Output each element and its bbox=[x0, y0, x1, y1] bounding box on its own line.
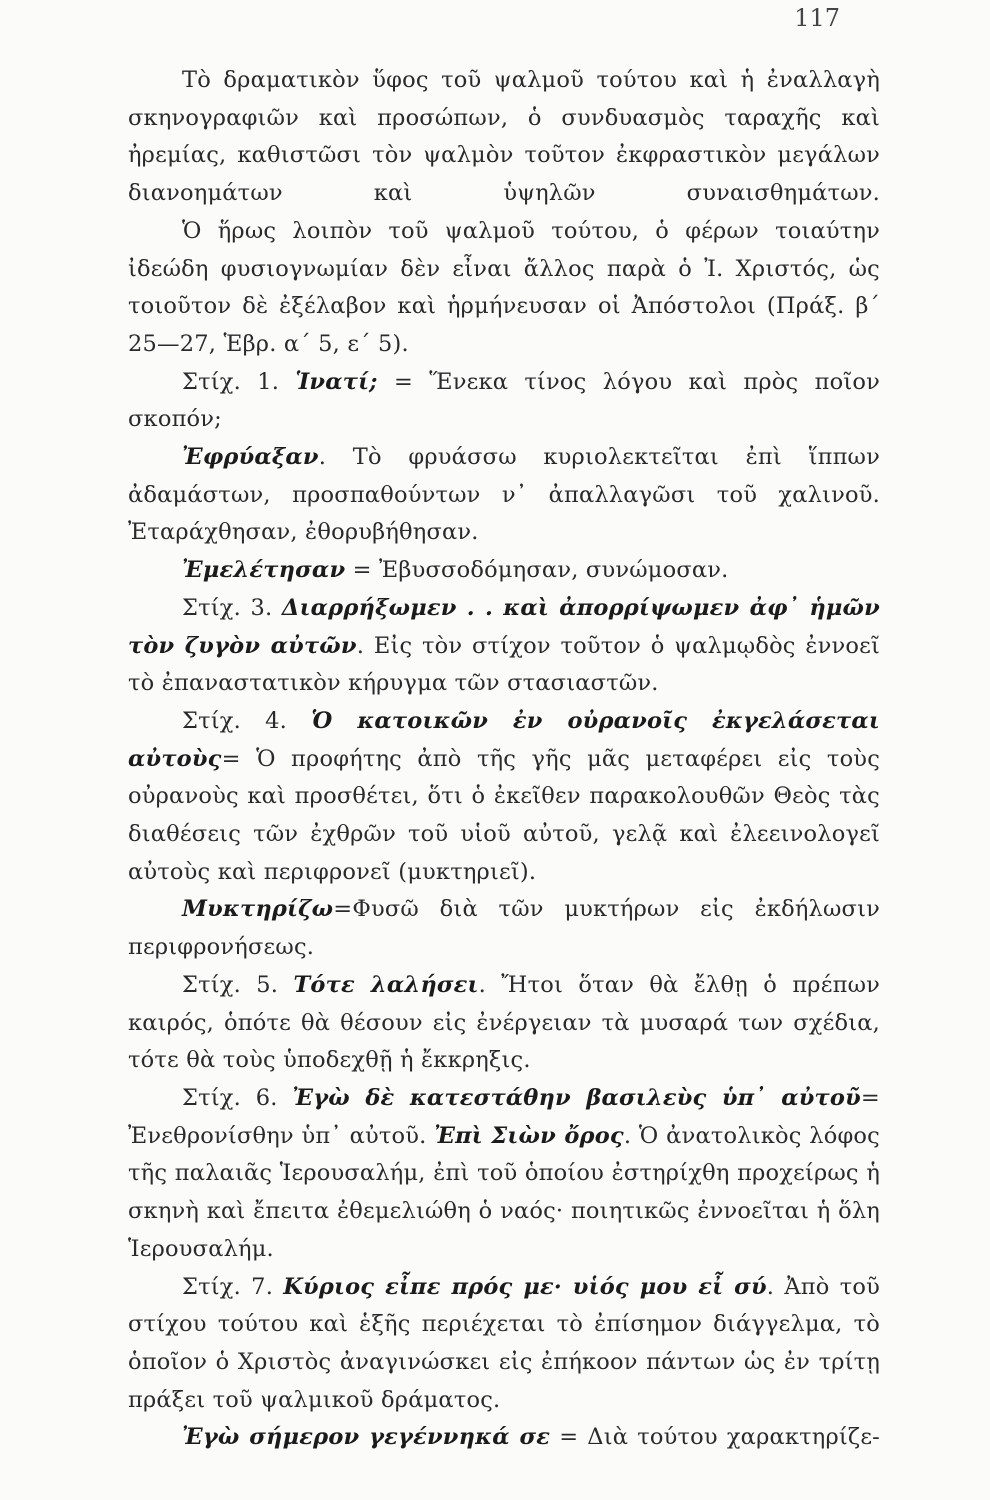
text-run: . Ἤτοι ὅταν θὰ ἔλθῃ ὁ πρέπων καιρός, ὁπότε θὰ θέσουν εἰς ἐνέργειαν τὰ μυσαρά των σχέδια, τότε θὰ τοὺς ὑποδεχθῇ ἡ ἔκκρηξις. bbox=[128, 971, 881, 1074]
lemma: Ἐφρύαξαν bbox=[182, 444, 319, 471]
verse-ref: Στίχ. 4. bbox=[182, 707, 312, 734]
page-text bbox=[128, 62, 880, 1457]
lemma: Κύριος εἶπε πρός με· υἱός μου εἶ σύ bbox=[283, 1273, 767, 1300]
verse-ref: Στίχ. 6. bbox=[182, 1084, 293, 1111]
lemma: Τότε λαλήσει bbox=[293, 971, 479, 998]
text-run: Τὸ δραματικὸν ὕφος τοῦ ψαλμοῦ τούτου καὶ ἡ ἐναλλαγὴ σκηνογραφιῶν καὶ προσώπων, ὁ συνδυασμὸς ταραχῆς καὶ ἠρεμίας, καθιστῶσι τὸν ψαλμὸν τοῦτον ἐκφραστικὸν μεγάλων διανοημάτων καὶ ὑψηλῶν συναισθημάτων. bbox=[128, 67, 880, 207]
verse-ref: Στίχ. 7. bbox=[182, 1273, 284, 1300]
verse-ref: Στίχ. 3. bbox=[182, 594, 282, 621]
lemma: Ἐμελέτησαν bbox=[182, 557, 346, 584]
paragraph-simeron bbox=[128, 1419, 880, 1457]
paragraph-verse-6 bbox=[128, 1080, 880, 1269]
text-run: = Ἐνεθρονίσθην ὑπ᾽ αὐτοῦ. bbox=[128, 1084, 880, 1149]
page-number: 117 bbox=[794, 4, 840, 32]
paragraph-efryaxan bbox=[128, 439, 880, 552]
verse-ref: Στίχ. 5. bbox=[182, 971, 294, 998]
lemma: Ἐγὼ δὲ κατεστάθην βασιλεὺς ὑπ᾽ αὐτοῦ bbox=[292, 1084, 861, 1111]
paragraph-verse-7 bbox=[128, 1269, 880, 1420]
paragraph-emeletisan bbox=[128, 552, 880, 590]
text-run: . Εἰς τὸν στίχον τοῦτον ὁ ψαλμῳδὸς ἐννοεῖ τὸ ἐπαναστατικὸν κήρυγμα τῶν στασιαστῶν. bbox=[128, 632, 881, 697]
lemma: Ἐπὶ Σιὼν ὄρος bbox=[434, 1122, 624, 1149]
text-run: =Φυσῶ διὰ τῶν μυκτήρων εἰς ἐκδήλωσιν περιφρονήσεως. bbox=[128, 896, 880, 961]
paragraph-hero bbox=[128, 213, 880, 364]
lemma: Διαρρήξωμεν . . καὶ ἀπορρίψωμεν ἀφ᾽ ἡμῶν τὸν ζυγὸν αὐτῶν bbox=[128, 594, 880, 659]
verse-ref: Στίχ. 1. bbox=[182, 368, 296, 395]
text-run: = Ἕνεκα τίνος λόγου καὶ πρὸς ποῖον σκοπόν; bbox=[128, 368, 880, 433]
paragraph-verse-3 bbox=[128, 590, 880, 703]
lemma: Ἐγὼ σήμερον γεγέννηκά σε bbox=[182, 1424, 551, 1451]
paragraph-verse-4 bbox=[128, 703, 880, 892]
paragraph-verse-5 bbox=[128, 967, 880, 1080]
text-run: . Ὁ ἀνατολικὸς λόφος τῆς παλαιᾶς Ἱερουσαλήμ, ἐπὶ τοῦ ὁποίου ἐστηρίχθη προχείρως ἡ σκηνὴ καὶ ἔπειτα ἐθεμελιώθη ὁ ναός· ποιητικῶς ἐννοεῖται ἡ ὅλη Ἱερουσαλήμ. bbox=[128, 1122, 880, 1262]
text-run: . Τὸ φρυάσσω κυριολεκτεῖται ἐπὶ ἵππων ἀδαμάστων, προσπαθούντων ν᾽ ἀπαλλαγῶσι τοῦ χαλινοῦ. Ἐταράχθησαν, ἐθορυβήθησαν. bbox=[128, 444, 880, 546]
lemma: Ἱνατί; bbox=[295, 368, 378, 395]
text-run: Ὁ ἥρως λοιπὸν τοῦ ψαλμοῦ τούτου, ὁ φέρων τοιαύτην ἰδεώδη φυσιογνωμίαν δὲν εἶναι ἄλλος παρὰ ὁ Ἰ. Χριστός, ὡς τοιοῦτον δὲ ἐξέλαβον καὶ ἡρμήνευσαν οἱ Ἀπόστολοι (Πράξ. β΄ 25—27, Ἑβρ. α΄ 5, ε΄ 5). bbox=[128, 217, 880, 357]
text-run: = Διὰ τούτου χαρακτηρίζε- bbox=[550, 1424, 880, 1451]
paragraph-verse-1 bbox=[128, 364, 880, 439]
paragraph-intro bbox=[128, 62, 880, 213]
text-run: = Ὁ προφήτης ἀπὸ τῆς γῆς μᾶς μεταφέρει εἰς τοὺς οὐρανοὺς καὶ προσθέτει, ὅτι ὁ ἐκεῖθεν παρακολουθῶν Θεὸς τὰς διαθέσεις τῶν ἐχθρῶν τοῦ υἱοῦ αὐτοῦ, γελᾷ καὶ ἐλεεινολογεῖ αὐτοὺς καὶ περιφρονεῖ (μυκτηριεῖ). bbox=[128, 745, 880, 885]
text-run: = Ἐβυσσοδόμησαν, συνώμοσαν. bbox=[345, 557, 729, 584]
lemma: Ὁ κατοικῶν ἐν οὐρανοῖς ἐκγελάσεται αὐτοὺς bbox=[128, 707, 880, 772]
lemma: Μυκτηρίζω bbox=[182, 896, 334, 923]
text-run: . Ἀπὸ τοῦ στίχου τούτου καὶ ἑξῆς περιέχεται τὸ ἐπίσημον διάγγελμα, τὸ ὁποῖον ὁ Χριστὸς ἀναγινώσκει εἰς ἐπήκοον πάντων ὡς ἐν τρίτῃ πράξει τοῦ ψαλμικοῦ δράματος. bbox=[128, 1273, 880, 1413]
paragraph-myktirizo bbox=[128, 891, 880, 966]
